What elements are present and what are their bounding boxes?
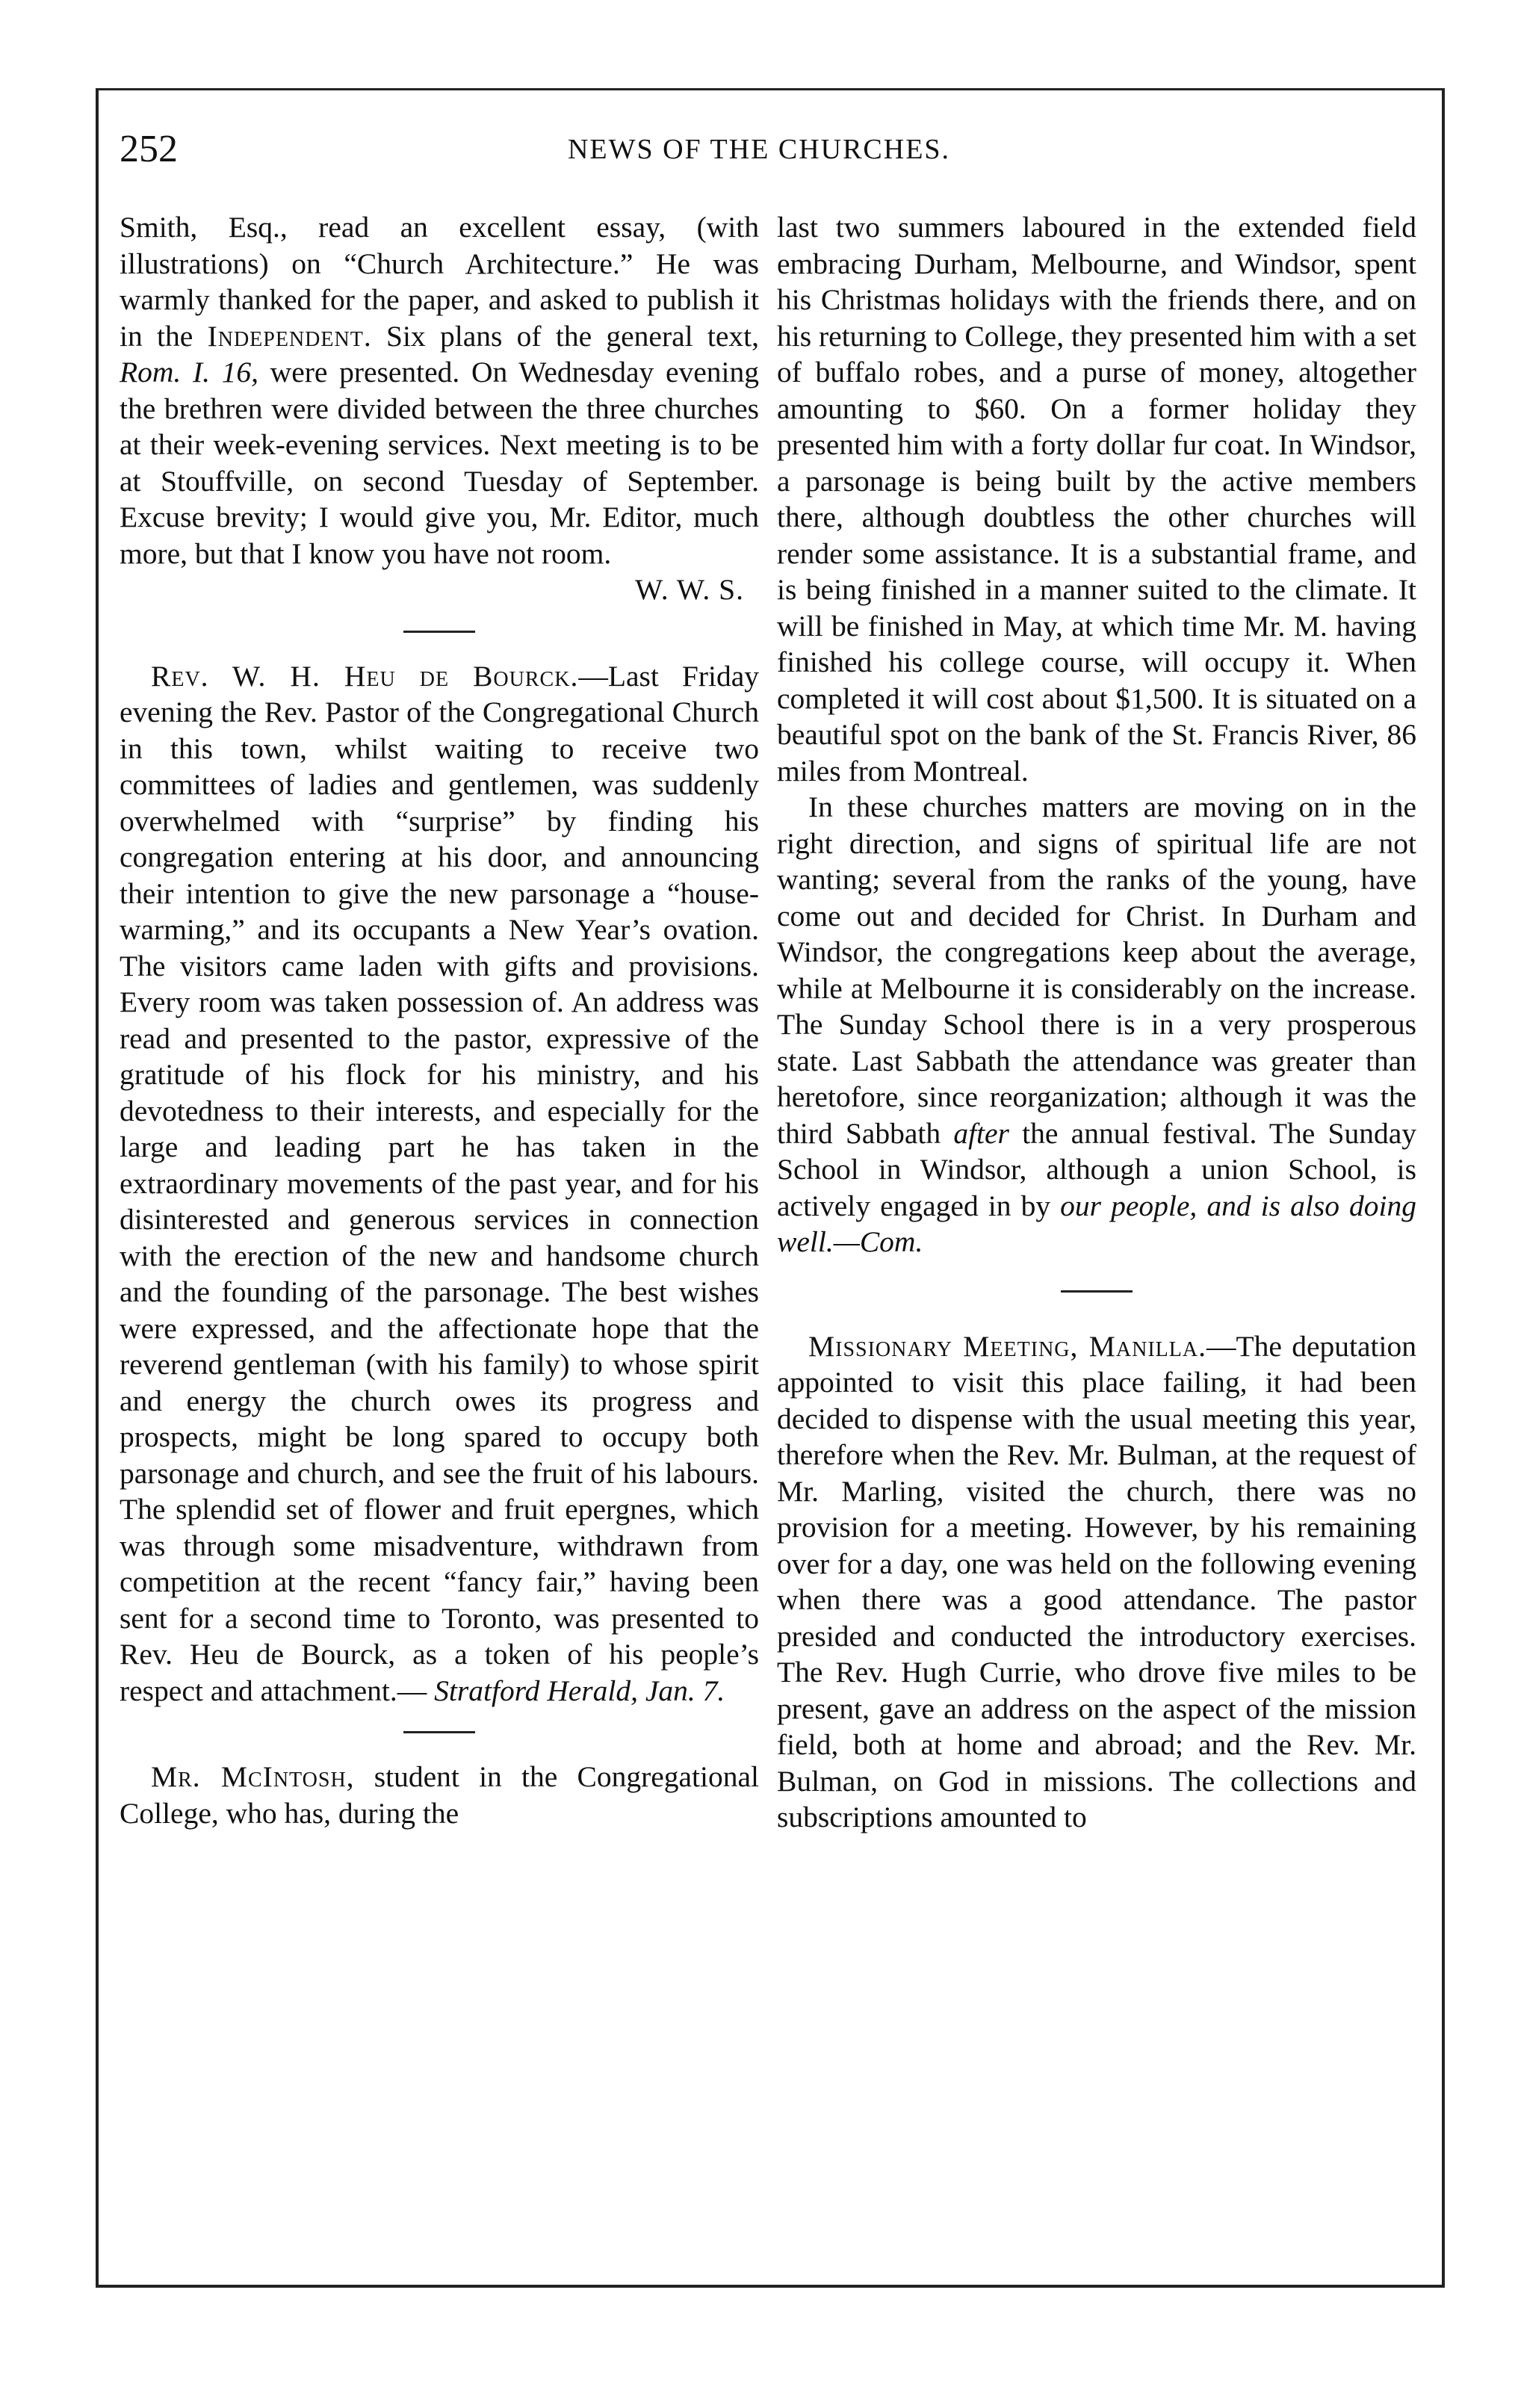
right-column (777, 209, 1416, 1836)
source-citation: Stratford Herald, Jan. 7. (434, 1674, 725, 1707)
article-paragraph (120, 658, 759, 1709)
page-number: 252 (120, 128, 178, 170)
article-heading: Missionary Meeting, Manilla. (808, 1329, 1206, 1363)
article-text: —Last Friday evening the Rev. Pastor of the Congregational Church in this town, whilst waiting to receive two committees of ladies and gentlemen, was suddenly overwhelmed with “surprise” by finding his congregation entering at his door, and announcing their intention to give the new parsonage a “house-warming,” and its occupants a New Year’s ovation. The visitors came laden with gifts and provisions. Every room was taken possession of. An address was read and presented to the pastor, expressive of the gratitude of his flock for his ministry, and his devotedness to their interests, and especially for the large and leading part he has taken in the extraordinary movements of the past year, and for his disinterested and generous services in connection with the erection of the new and handsome church and the founding of the parsonage. The best wishes were expressed, and the affectionate hope that the reverend gentleman (with his family) to whose spirit and energy the church owes its progress and prospects, might be long spared to occupy both parsonage and church, and see the fruit of his labours. The splendid set of flower and fruit epergnes, which was through some misadventure, withdrawn from competition at the recent “fancy fair,” having been sent for a second time to Toronto, was presented to Rev. Heu de Bourck, as a token of his people’s respect and attachment.— (120, 659, 759, 1707)
article-text: student in the Congregational College, who has, during the (120, 1760, 759, 1830)
article-heading: Rev. W. H. Heu de Bourck. (151, 659, 579, 693)
section-divider (403, 1731, 475, 1733)
page-border-right (1442, 90, 1445, 2286)
article-text-italic: after (953, 1116, 1009, 1150)
page-border-top (96, 88, 1445, 90)
page-border-bottom (96, 2285, 1445, 2288)
running-title: NEWS OF THE CHURCHES. (567, 134, 951, 165)
article-paragraph (777, 789, 1416, 1260)
article-text: Six plans of the general text, (371, 319, 760, 353)
left-column (120, 209, 759, 1831)
article-text-italic: our people, and is also doing well.—Com. (777, 1189, 1416, 1258)
article-paragraph: last two summers laboured in the extended field embracing Durham, Melbourne, and Windsor, spent his Christmas holidays with the friends there, and on his returning to College, they presented him with a set of buffalo robes, and a purse of money, altogether amounting to $60. On a former holiday they presented him with a forty dollar fur coat. In Windsor, a parsonage is being built by the active members there, although doubtless the other churches will render some assistance. It is a substantial frame, and is being finished in a manner suited to the climate. It will be finished in May, at which time Mr. M. having finished his college course, will occupy it. When completed it will cost about $1,500. It is situated on a beautiful spot on the bank of the St. Francis River, 86 miles from Montreal. (777, 211, 1416, 787)
scripture-reference: Rom. I. 16, (120, 356, 259, 389)
article-paragraph (120, 1759, 759, 1831)
signature: W. W. S. (635, 573, 744, 606)
article-text: In these churches matters are moving on in the right direction, and signs of spiritual life are not wanting; several from the ranks of the young, have come out and decided for Christ. In Durham and Windsor, the congregations keep about the average, while at Melbourne it is considerably on the increase. The Sunday School there is in a very prosperous state. Last Sabbath the attendance was greater than heretofore, since reorganization; although it was the third Sabbath (777, 790, 1416, 1150)
article-text: the annual festival. The Sunday School in Windsor, although a union School, is actively engaged in by (777, 1116, 1416, 1222)
article-text: were presented. On Wednesday evening the brethren were divided between the three churches at their week-evening services. Next meeting is to be at Stouffville, on second Tuesday of September. Excuse brevity; I would give you, Mr. Editor, much more, but that I know you have not room. (120, 356, 759, 570)
article-paragraph (777, 1328, 1416, 1836)
article-text: —The deputation appointed to visit this place failing, it had been decided to dispense with the usual meeting this year, therefore when the Rev. Mr. Bulman, at the request of Mr. Marling, visited the church, there was no provision for a meeting. However, by his remaining over for a day, one was held on the following evening when there was a good attendance. The pastor presided and conducted the introductory exercises. The Rev. Hugh Currie, who drove five miles to be present, gave an address on the aspect of the mission field, both at home and abroad; and the Rev. Mr. Bulman, on God in missions. The collections and subscriptions amounted to (777, 1329, 1416, 1833)
publication-name: Independent. (207, 319, 372, 353)
article-paragraph (120, 209, 759, 608)
page-border-left (96, 90, 99, 2286)
section-divider (1061, 1290, 1133, 1293)
article-heading: Mr. McIntosh, (151, 1760, 355, 1793)
section-divider (403, 631, 475, 633)
article-text: Smith, Esq., read an excellent essay, (with illustrations) on “Church Architecture.” He was warmly thanked for the paper, and asked to publish it in the (120, 211, 759, 353)
